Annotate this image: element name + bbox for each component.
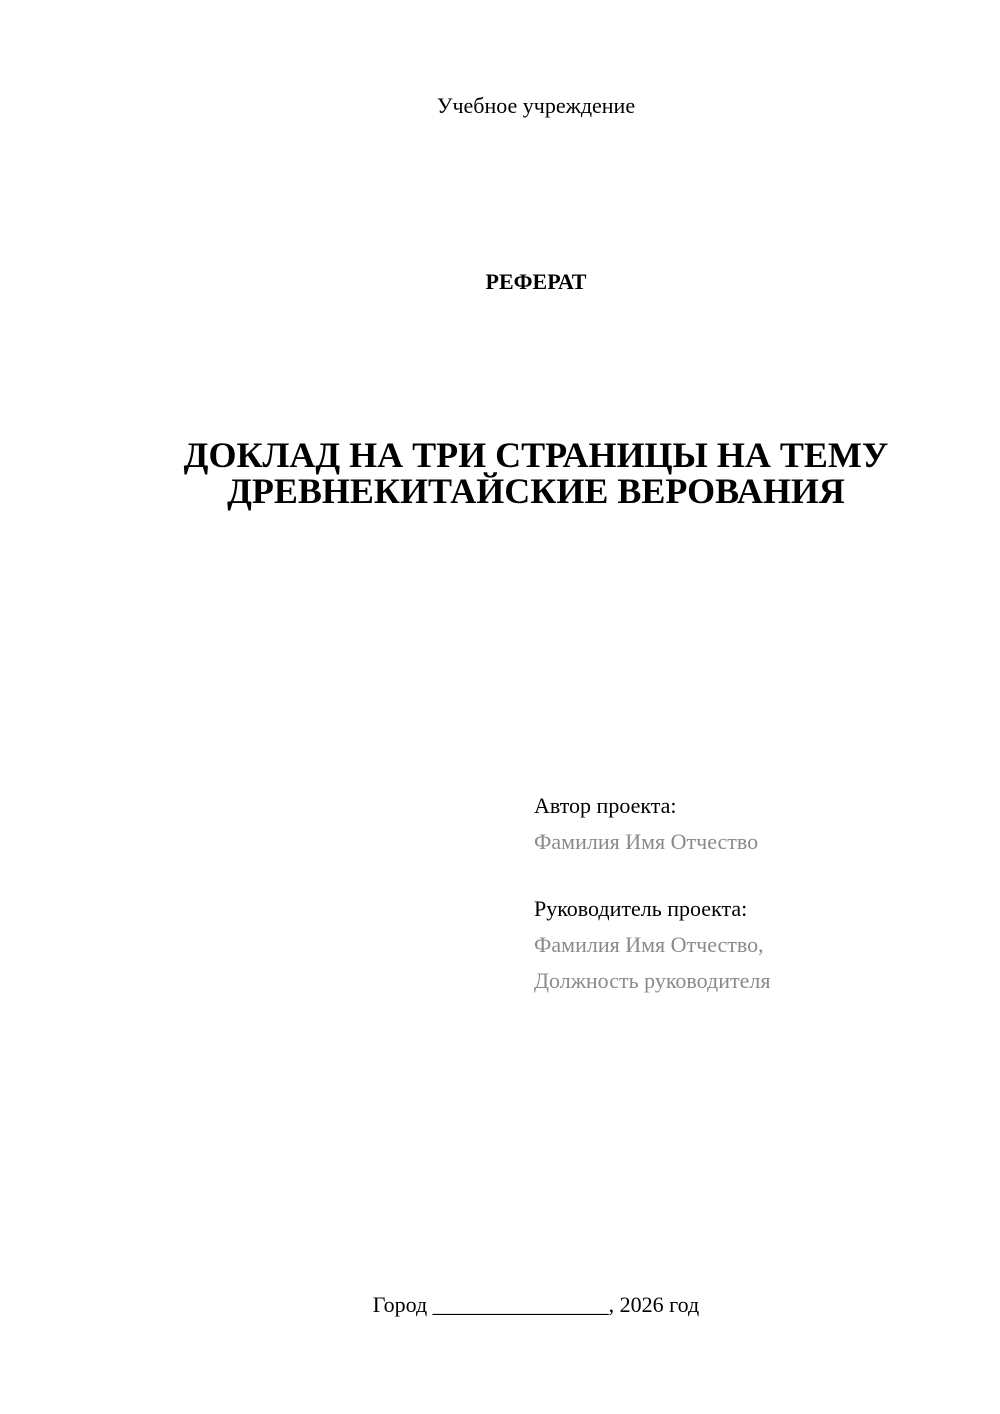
supervisor-name: Фамилия Имя Отчество, xyxy=(534,932,764,957)
supervisor-label: Руководитель проекта: xyxy=(534,896,748,921)
project-people-block xyxy=(534,788,954,999)
document-type: РЕФЕРАТ xyxy=(485,269,587,294)
author-name: Фамилия Имя Отчество xyxy=(534,829,759,854)
spacer xyxy=(534,860,954,891)
city-year-line: Город ________________, 2026 год xyxy=(372,1292,700,1317)
report-title-line-1: ДОКЛАД НА ТРИ СТРАНИЦЫ НА ТЕМУ xyxy=(183,435,889,475)
report-title xyxy=(0,437,1000,509)
author-label: Автор проекта: xyxy=(534,793,677,818)
supervisor-position: Должность руководителя xyxy=(534,968,771,993)
report-title-line-2: ДРЕВНЕКИТАЙСКИЕ ВЕРОВАНИЯ xyxy=(227,471,845,511)
institution-name: Учебное учреждение xyxy=(436,93,636,118)
